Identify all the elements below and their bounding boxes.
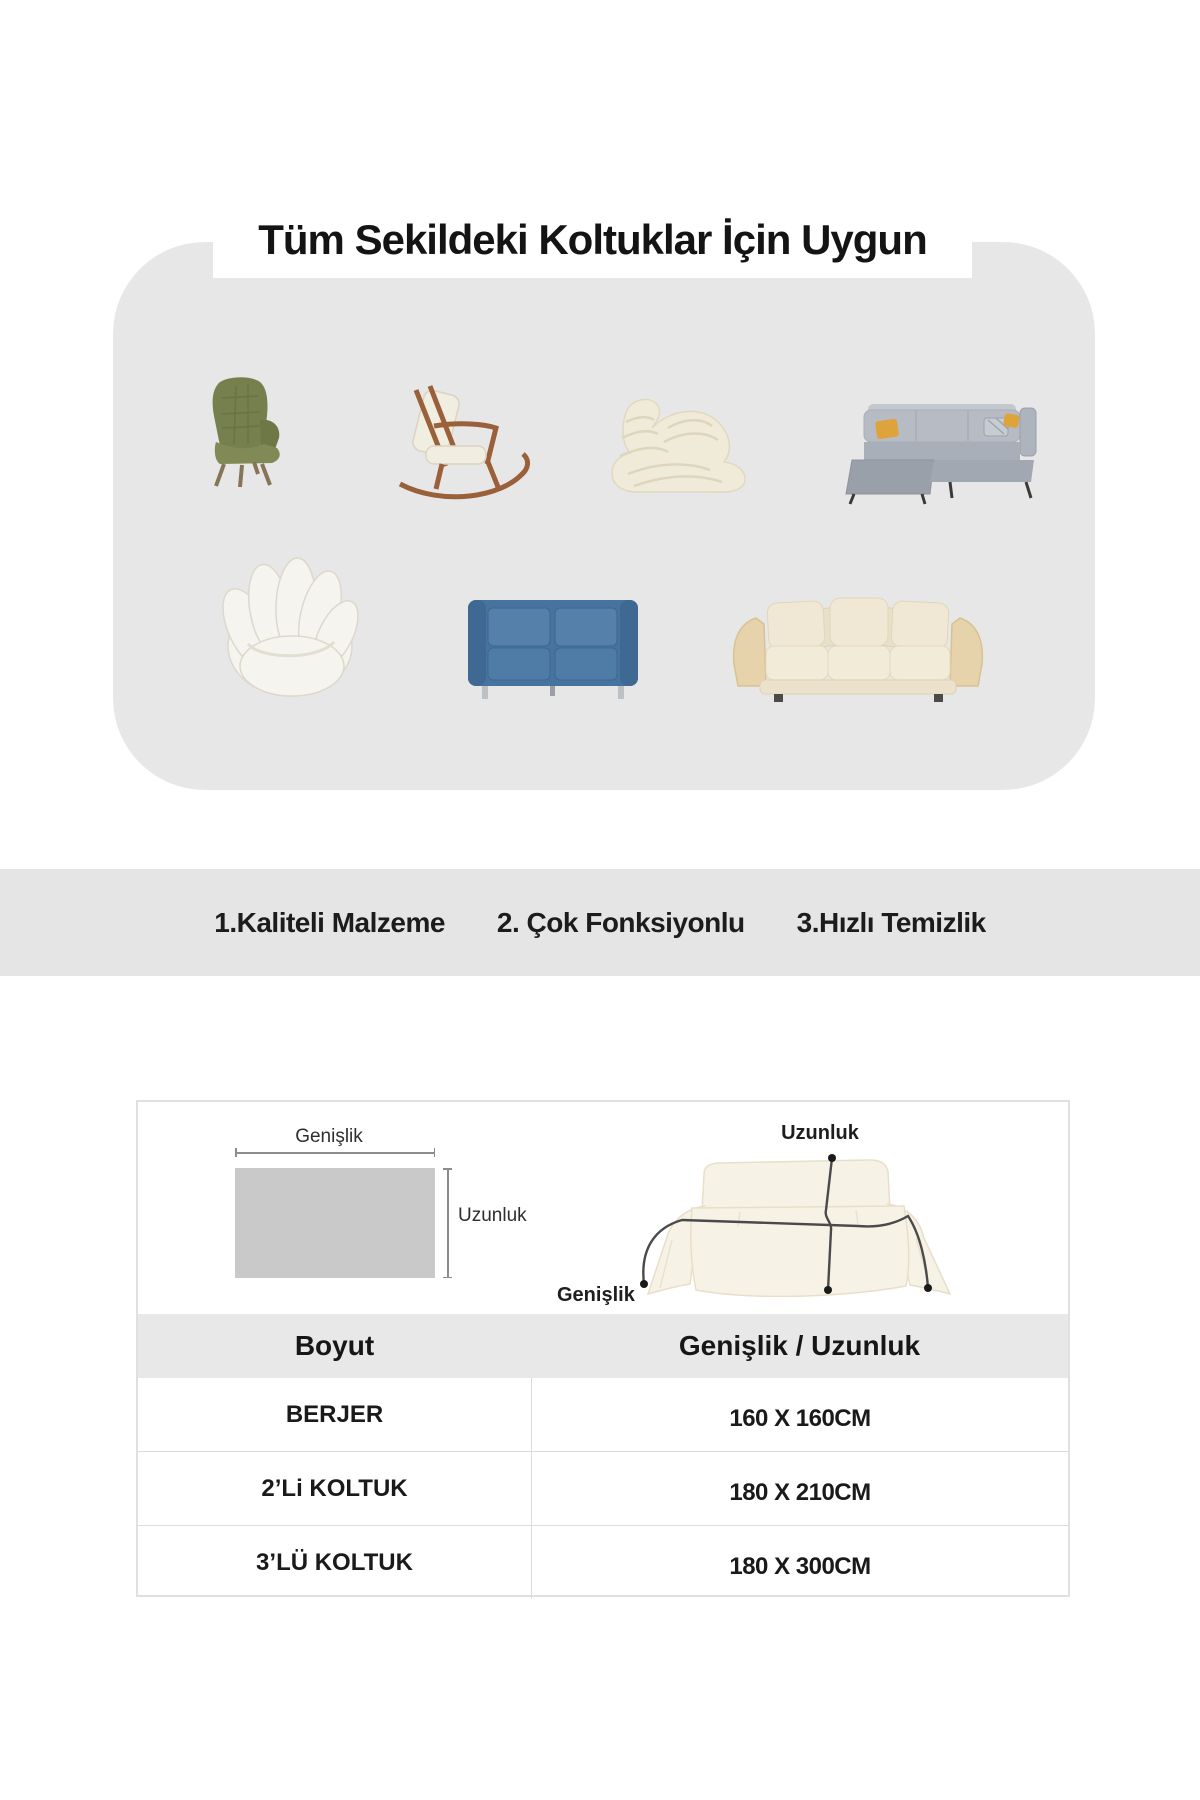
measurement-diagram (138, 1102, 1068, 1314)
gray-sectional-sofa-image (838, 398, 1045, 505)
gray-sectional-sofa-icon (838, 398, 1045, 505)
dimensions-cell: 180 X 300CM (531, 1526, 1068, 1599)
width-measure-line-bar (235, 1152, 435, 1154)
feature-multi-functional: 2. Çok Fonksiyonlu (496, 906, 745, 938)
fabric-length-label: Uzunluk (458, 1205, 527, 1226)
sofa-length-label: Uzunluk (781, 1122, 859, 1144)
dimensions-cell: 180 X 210CM (531, 1452, 1068, 1525)
feature-quick-cleaning: 3.Hızlı Temizlik (796, 906, 986, 938)
fabric-swatch (235, 1168, 435, 1278)
blue-two-seat-sofa-image (458, 590, 648, 702)
length-measure-line (443, 1168, 452, 1278)
page-title: Tüm Sekildeki Koltuklar İçin Uygun (213, 186, 972, 278)
wooden-rocking-chair-icon (372, 384, 544, 502)
cream-lounge-chair-icon (598, 394, 756, 494)
features-band (0, 869, 1200, 976)
length-measure-line-bar (447, 1168, 449, 1278)
covered-sofa-icon (620, 1148, 976, 1302)
beige-three-seat-sofa-icon (722, 584, 994, 706)
green-wingback-armchair-image (184, 376, 306, 489)
size-guide-card (136, 1100, 1070, 1597)
hero-background-panel (113, 242, 1095, 790)
green-wingback-armchair-icon (184, 376, 306, 489)
table-row-berjer (138, 1378, 1068, 1451)
covered-sofa-image (620, 1148, 976, 1302)
beige-three-seat-sofa-image (722, 584, 994, 706)
white-pumpkin-chair-image (212, 548, 368, 700)
dimensions-cell: 160 X 160CM (531, 1378, 1068, 1451)
table-row-two-seat (138, 1451, 1068, 1525)
table-header-row (138, 1314, 1068, 1378)
blue-two-seat-sofa-icon (458, 590, 648, 702)
wooden-rocking-chair-image (372, 384, 544, 502)
table-row-three-seat (138, 1525, 1068, 1599)
feature-quality-material: 1.Kaliteli Malzeme (214, 906, 445, 938)
size-cell: 3’LÜ KOLTUK (256, 1548, 413, 1576)
fabric-width-label: Genişlik (295, 1126, 363, 1147)
cream-lounge-chair-image (598, 394, 756, 494)
size-cell: 2’Li KOLTUK (261, 1474, 408, 1502)
column-header-size: Boyut (294, 1330, 375, 1361)
white-pumpkin-chair-icon (212, 548, 368, 700)
sofa-width-label: Genişlik (557, 1284, 635, 1306)
width-measure-line (235, 1148, 435, 1157)
size-table-body (138, 1378, 1068, 1599)
column-header-dimensions: Genişlik / Uzunluk (678, 1330, 921, 1361)
size-cell: BERJER (285, 1400, 384, 1428)
